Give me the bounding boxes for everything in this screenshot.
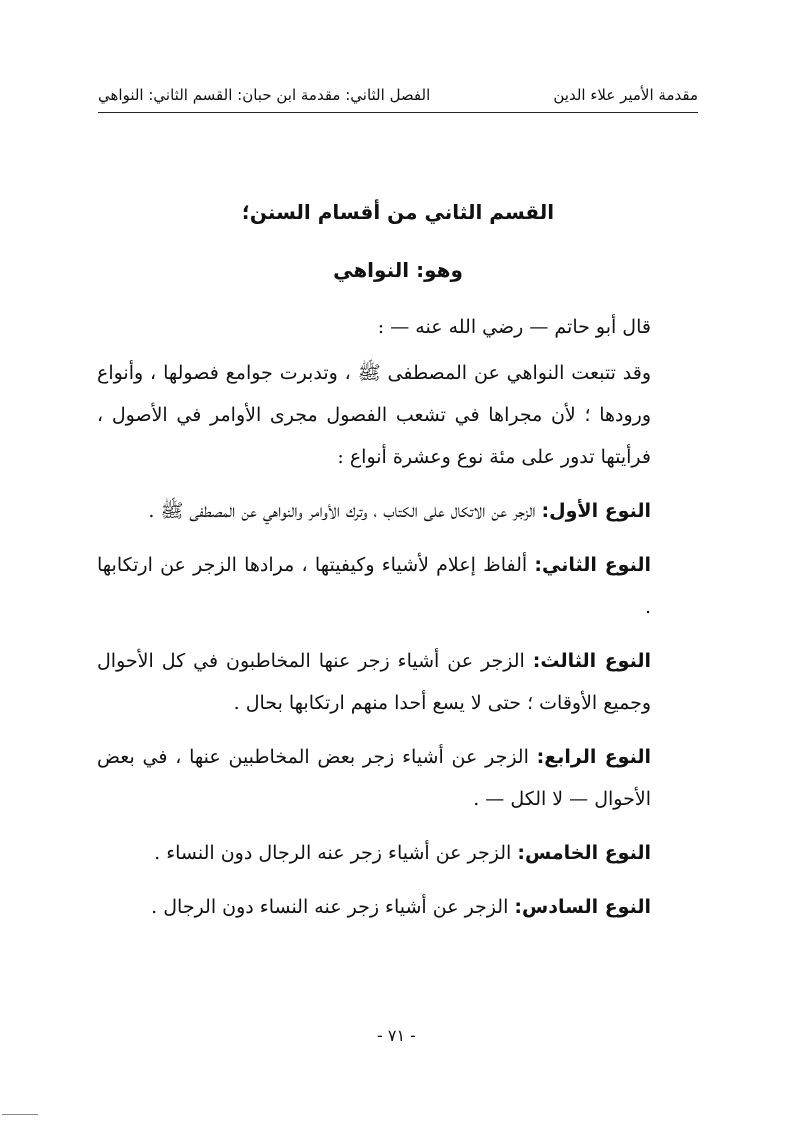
type-paragraph-1 [97,490,697,532]
type-text-6: الزجر عن أشياء زجر عنه النساء دون الرجال . [151,896,509,918]
type-label-5: النوع الخامس: [517,842,651,864]
type-paragraph-5 [97,832,697,874]
type-label-4: النوع الرابع: [536,746,651,768]
type-text-2: ألفاظ إعلام لأشياء وكيفيتها ، مرادها الزجر عن ارتكابها . [97,554,651,618]
body-text [97,306,697,940]
section-subtitle: وهو: النواهي [333,258,463,282]
type-label-2: النوع الثاني: [534,554,651,576]
scan-edge-mark [2,1114,38,1115]
book-title: مقدمة الأمير علاء الدين [553,86,698,104]
opener-paragraph: قال أبو حاتم — رضي الله عنه — : [377,316,651,338]
type-paragraph-4 [97,736,697,820]
type-paragraph-2 [97,544,697,628]
running-header [98,74,698,104]
type-label-6: النوع السادس: [514,896,651,918]
section-title: القسم الثاني من أقسام السنن؛ [241,200,555,224]
intro-paragraph: وقد تتبعت النواهي عن المصطفى ﷺ ، وتدبرت جوامع فصولها ، وأنواع ورودها ؛ لأن مجراها في تشعب الفصول مجرى الأوامر في الأصول ، فرأيتها تدور على مئة نوع وعشرة أنواع : [97,362,651,468]
type-text-5: الزجر عن أشياء زجر عنه الرجال دون النساء . [154,842,512,864]
type-paragraph-3 [97,640,697,724]
chapter-title: الفصل الثاني: مقدمة ابن حبان: القسم الثاني: النواهي [98,86,431,104]
page-number: - ٧١ - [377,1026,416,1045]
type-label-3: النوع الثالث: [532,650,651,672]
type-paragraph-6 [97,886,697,928]
type-text-3: الزجر عن أشياء زجر عنها المخاطبون في كل الأحوال وجميع الأوقات ؛ حتى لا يسع أحدا منهم ارتكابها بحال . [97,650,651,714]
header-divider [98,112,698,113]
type-label-1: النوع الأول: [541,500,651,522]
type-text-1: الزجر عن الاتكال على الكتاب ، وترك الأوامر والنواهي عن المصطفى ﷺ . [148,500,536,522]
type-text-4: الزجر عن أشياء زجر بعض المخاطبين عنها ، في بعض الأحوال — لا الكل — . [97,746,651,810]
